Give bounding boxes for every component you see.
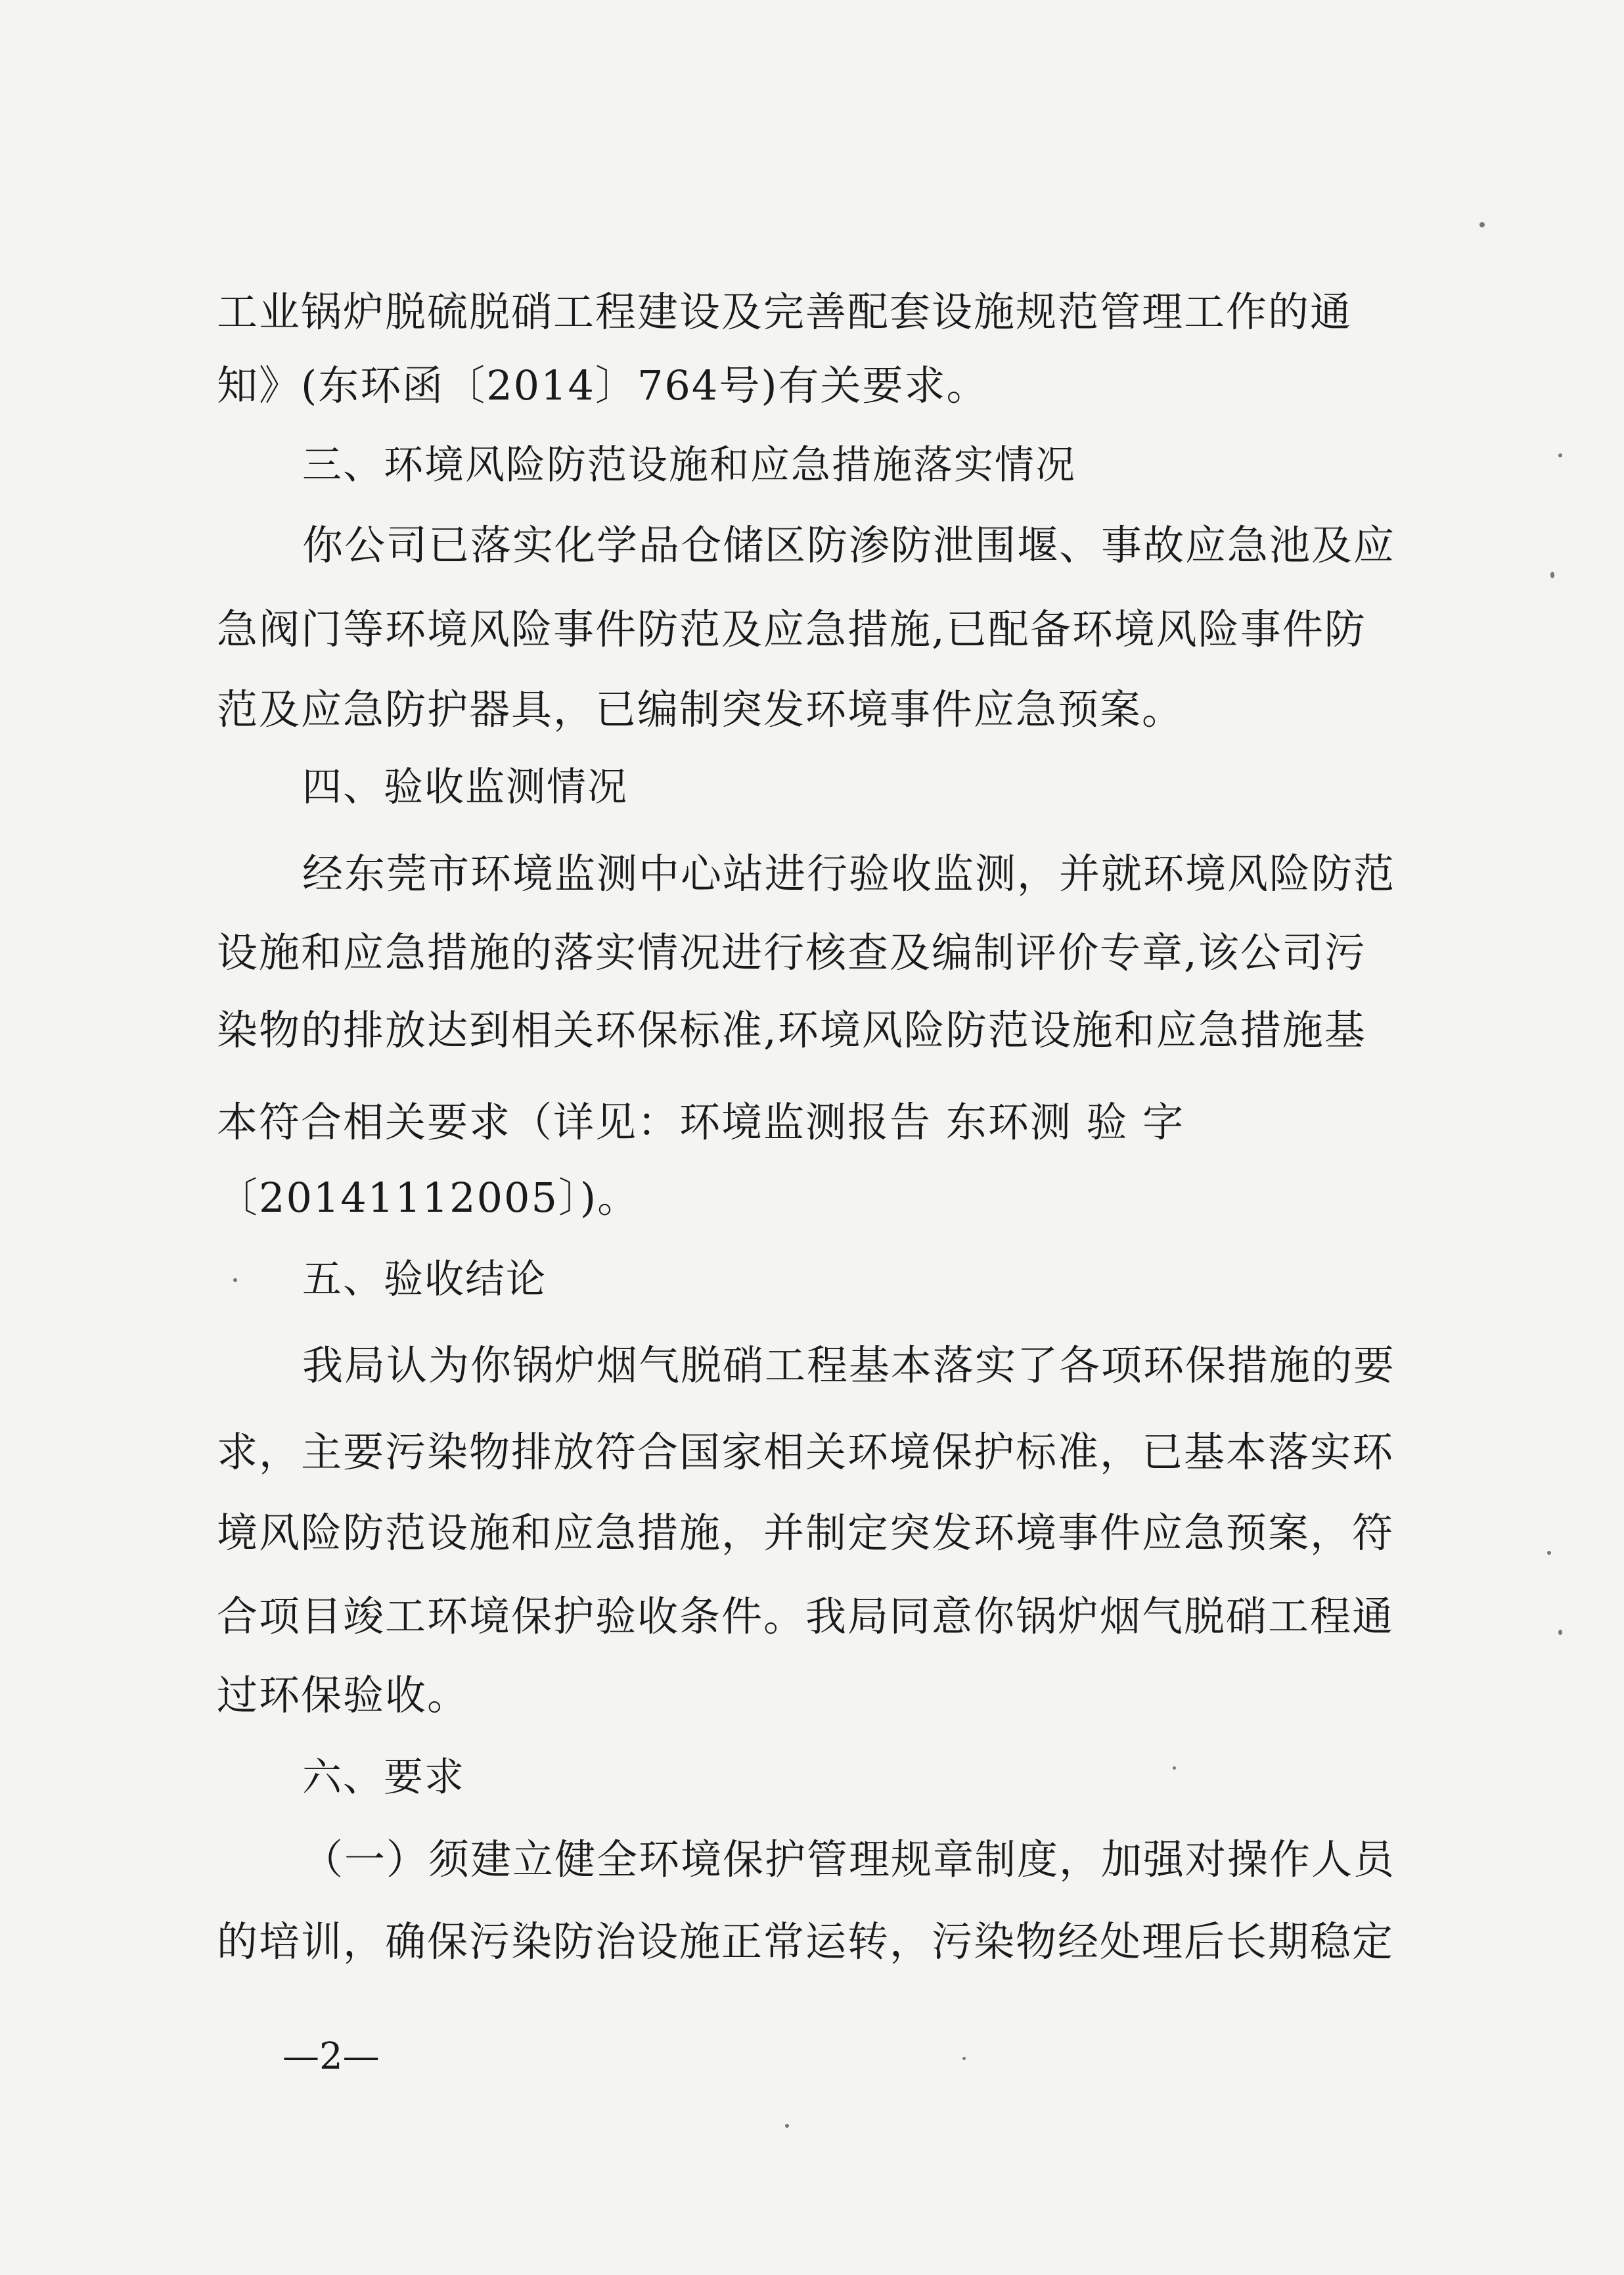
paragraph-line: 设施和应急措施的落实情况进行核查及编制评价专章,该公司污 [217,929,1366,977]
paragraph-line: （一）须建立健全环境保护管理规章制度，加强对操作人员 [302,1835,1396,1883]
paragraph-line: 急阀门等环境风险事件防范及应急措施,已配备环境风险事件防 [217,605,1366,653]
scan-speck [1550,572,1554,578]
section-heading-4: 四、验收监测情况 [302,764,628,810]
section-heading-5: 五、验收结论 [302,1256,547,1302]
paragraph-line: 求，主要污染物排放符合国家相关环境保护标准，已基本落实环 [217,1428,1395,1476]
page-number: —2— [282,2035,380,2078]
scan-speck [233,1278,237,1282]
scan-speck [1173,1766,1176,1770]
paragraph-line: 你公司已落实化学品仓储区防渗防泄围堰、事故应急池及应 [302,521,1396,569]
paragraph-line: 过环保验收。 [217,1671,470,1719]
section-heading-3: 三、环境风险防范设施和应急措施落实情况 [302,442,1076,488]
paragraph-line: 境风险防范设施和应急措施，并制定突发环境事件应急预案，符 [217,1509,1395,1557]
paragraph-line: 〔20141112005〕)。 [217,1174,640,1222]
paragraph-line: 的培训，确保污染防治设施正常运转，污染物经处理后长期稳定 [217,1918,1395,1965]
scan-speck [1547,1551,1551,1555]
scan-speck [1479,222,1485,227]
paragraph-line: 本符合相关要求（详见：环境监测报告 东环测 验 字 [217,1098,1185,1146]
scan-speck [785,2124,789,2128]
scan-speck [1558,1630,1562,1635]
paragraph-line: 经东莞市环境监测中心站进行验收监测，并就环境风险防范 [302,850,1396,898]
section-heading-6: 六、要求 [302,1755,465,1801]
paragraph-line: 我局认为你锅炉烟气脱硝工程基本落实了各项环保措施的要 [302,1341,1396,1389]
paragraph-line: 染物的排放达到相关环保标准,环境风险防范设施和应急措施基 [217,1006,1366,1054]
paragraph-line: 知》(东环函〔2014〕764号)有关要求。 [217,361,989,409]
paragraph-line: 工业锅炉脱硫脱硝工程建设及完善配套设施规范管理工作的通 [217,288,1353,336]
paragraph-line: 范及应急防护器具，已编制突发环境事件应急预案。 [217,685,1184,733]
scan-speck [962,2057,966,2060]
paragraph-line: 合项目竣工环境保护验收条件。我局同意你锅炉烟气脱硝工程通 [217,1592,1395,1640]
scan-speck [1558,453,1562,457]
